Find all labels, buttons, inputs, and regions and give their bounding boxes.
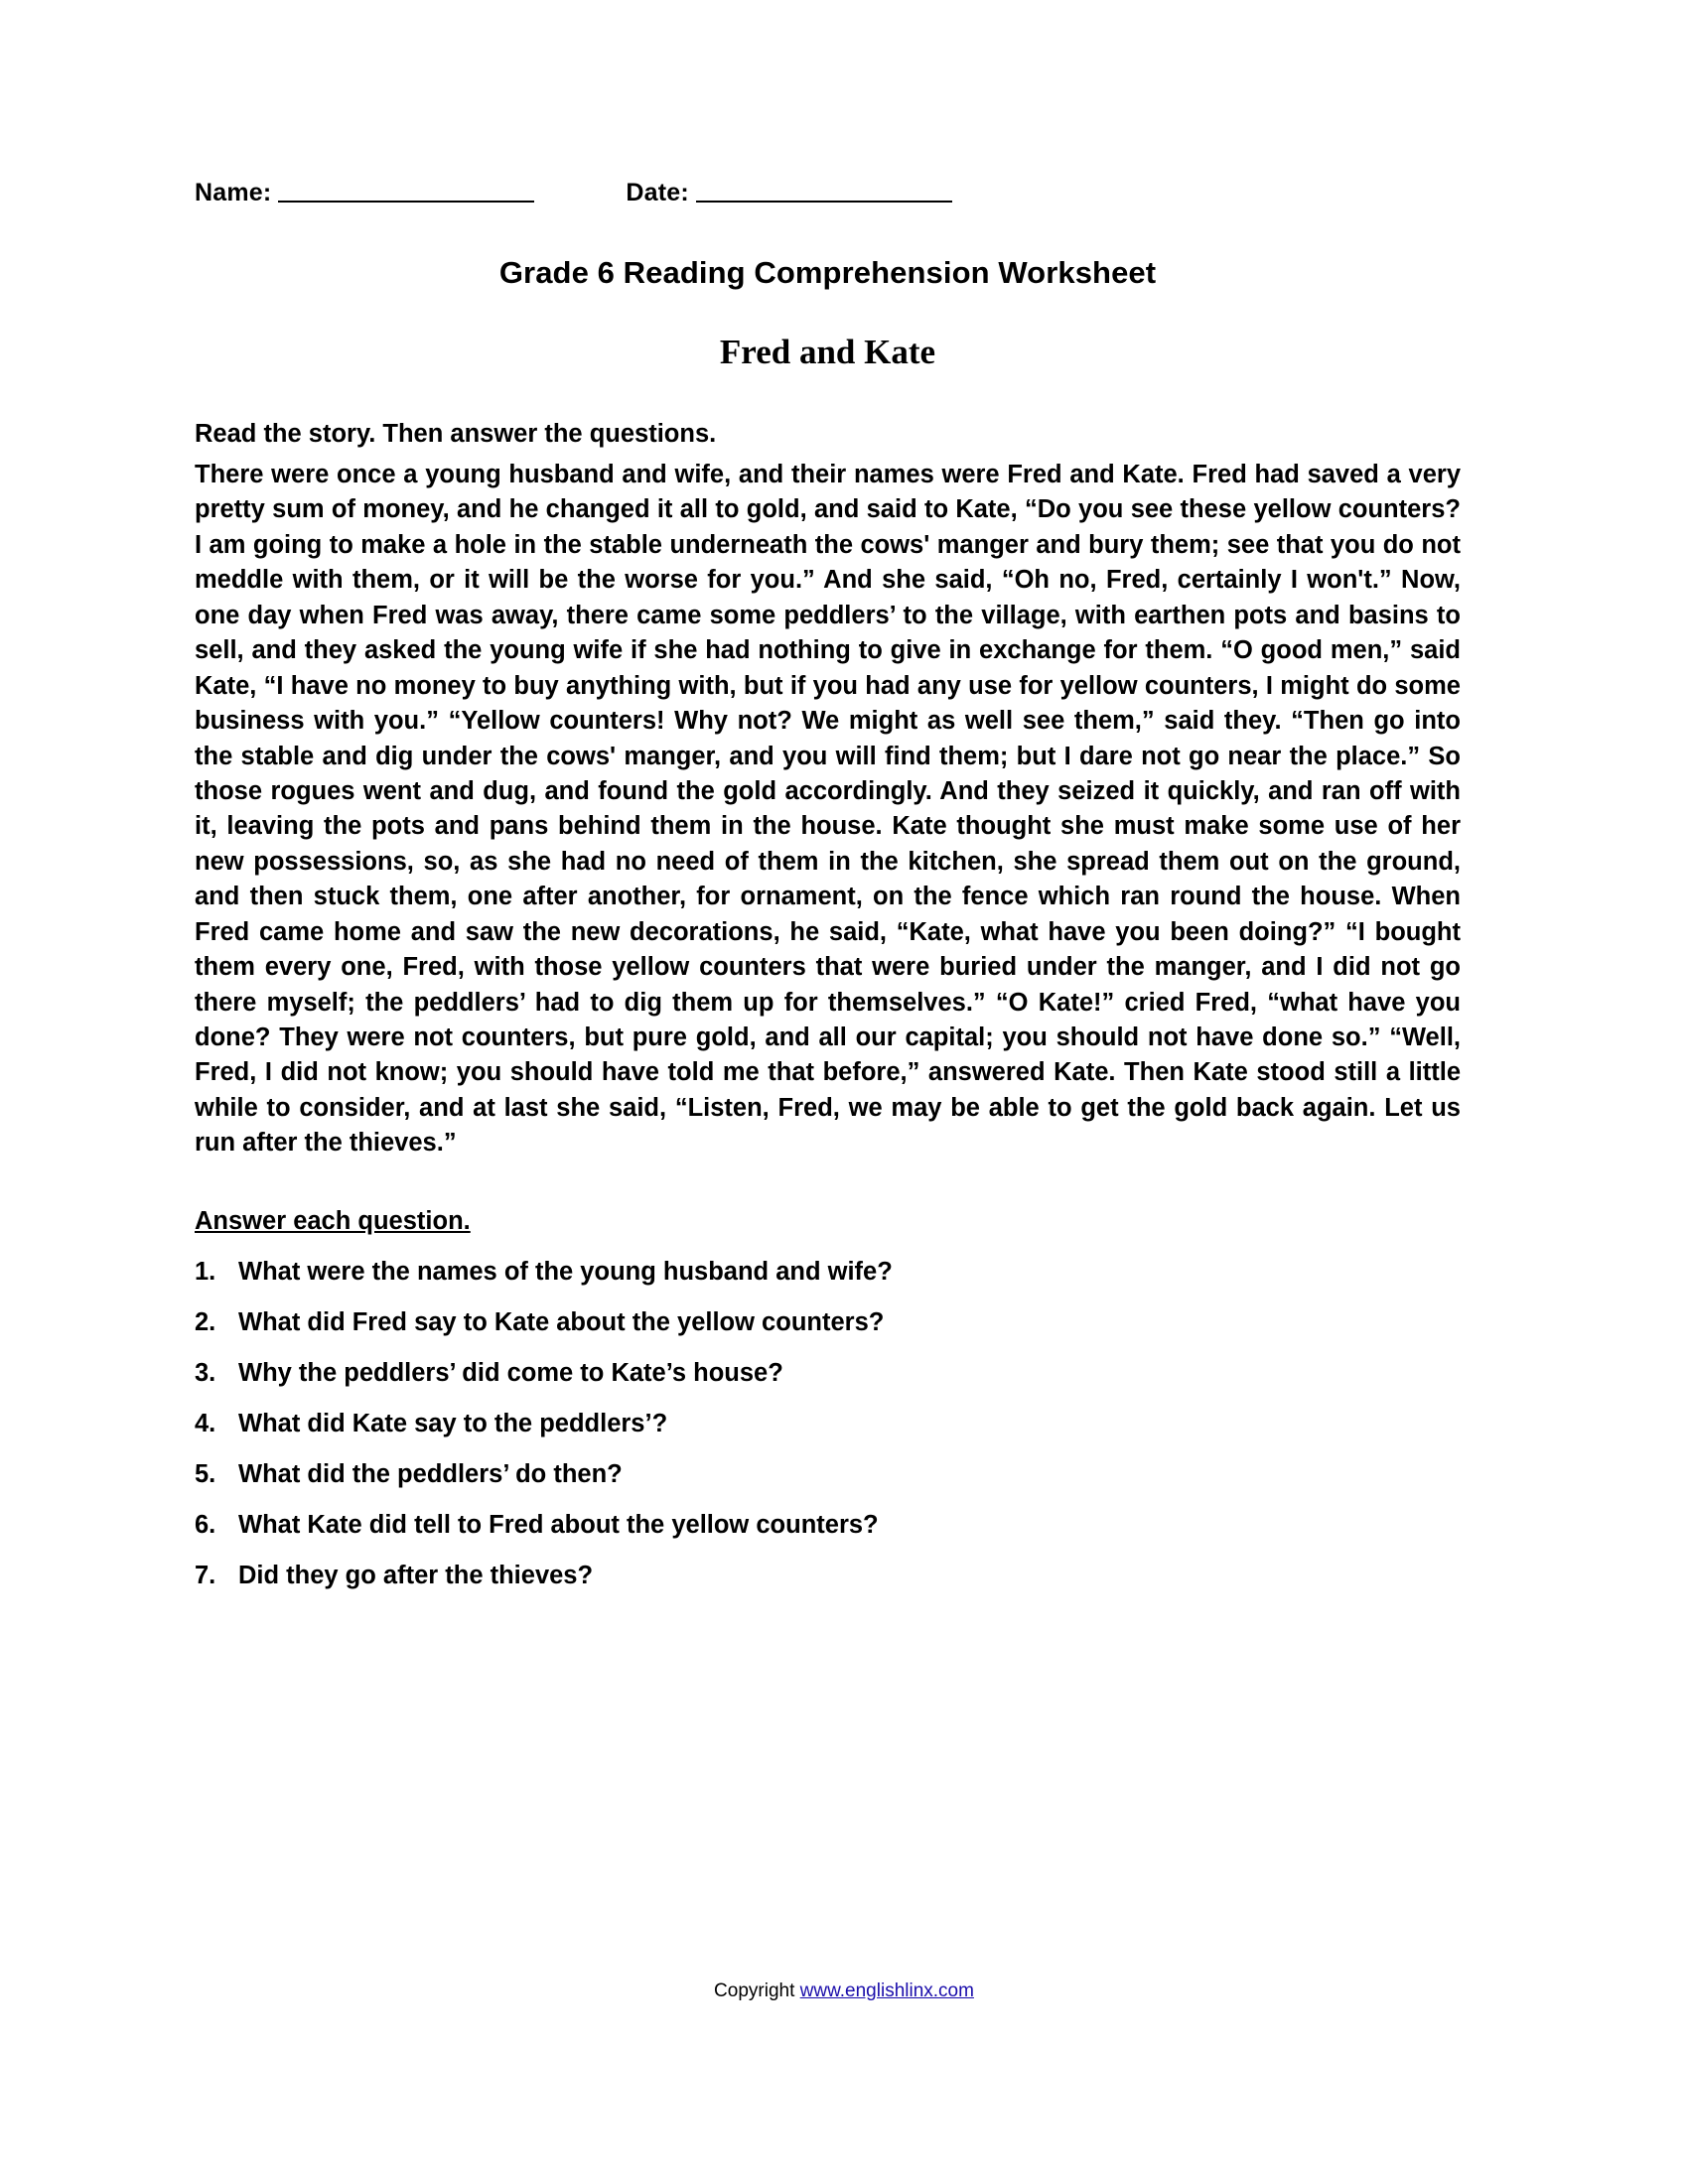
list-item [195,1258,1461,1287]
date-field[interactable] [626,179,952,207]
footer [0,1980,1688,2002]
copyright-label: Copyright [714,1980,800,2001]
list-item [195,1308,1461,1337]
question-text: What did the peddlers’ do then? [238,1459,623,1488]
instruction-text: Read the story. Then answer the questions. [195,420,717,448]
date-write-line[interactable] [696,200,952,203]
name-label: Name: [195,179,272,206]
name-field[interactable] [195,179,534,207]
name-write-line[interactable] [278,200,534,203]
story-passage: There were once a young husband and wife, and their names were Fred and Kate. Fred had saved a very pretty sum of money, and he changed it all to gold, and said to Kate, “Do you see these yellow counters? I am going to make a hole in the stable underneath the cows' manger and bury them; see that you do not meddle with them, or it will be the worse for you.” And she said, “Oh no, Fred, certainly I won't.” Now, one day when Fred was away, there came some peddlers’ to the village, with earthen pots and basins to sell, and they asked the young wife if she had nothing to give in exchange for them. “O good men,” said Kate, “I have no money to buy anything with, but if you had any use for yellow counters, I might do some business with you.” “Yellow counters! Why not? We might as well see them,” said they. “Then go into the stable and dig under the cows' manger, and you will find them; but I dare not go near the place.” So those rogues went and dug, and found the gold accordingly. And they seized it quickly, and ran off with it, leaving the pots and pans behind them in the house. Kate thought she must make some use of her new possessions, so, as she had no need of them in the kitchen, she spread them out on the ground, and then stuck them, one after another, for ornament, on the fence which ran round the house. When Fred came home and saw the new decorations, he said, “Kate, what have you been doing?” “I bought them every one, Fred, with those yellow counters that were buried under the manger, and I did not go there myself; the peddlers’ had to dig them up for themselves.” “O Kate!” cried Fred, “what have you done? They were not counters, but pure gold, and all our capital; you should not have done so.” “Well, Fred, I did not know; you should have told me that before,” answered Kate. Then Kate stood still a little while to consider, and at last she said, “Listen, Fred, we may be able to get the gold back again. Let us run after the thieves.” [195,461,1461,1158]
list-item [195,1359,1461,1388]
date-label: Date: [626,179,689,206]
question-number: 1. [195,1257,216,1286]
story-title: Fred and Kate [719,333,936,371]
question-text: What were the names of the young husband and wife? [238,1257,893,1286]
question-list [195,1258,1461,1590]
worksheet-content [195,179,1461,1612]
question-number: 4. [195,1409,216,1437]
question-number: 2. [195,1307,216,1336]
list-item [195,1460,1461,1489]
englishlinx-link[interactable]: www.englishlinx.com [799,1980,974,2001]
question-number: 6. [195,1510,216,1539]
question-text: What Kate did tell to Fred about the yellow counters? [238,1510,879,1539]
page-title: Grade 6 Reading Comprehension Worksheet [498,255,1157,290]
question-text: Did they go after the thieves? [238,1561,594,1589]
question-number: 7. [195,1561,216,1589]
question-text: What did Fred say to Kate about the yellow counters? [238,1307,885,1336]
list-item [195,1511,1461,1540]
list-item [195,1410,1461,1438]
list-item [195,1562,1461,1590]
question-number: 5. [195,1459,216,1488]
question-number: 3. [195,1358,216,1387]
question-text: What did Kate say to the peddlers’? [238,1409,668,1437]
question-text: Why the peddlers’ did come to Kate’s house? [238,1358,783,1387]
answer-section-heading: Answer each question. [195,1206,471,1235]
name-date-row [195,179,1461,207]
